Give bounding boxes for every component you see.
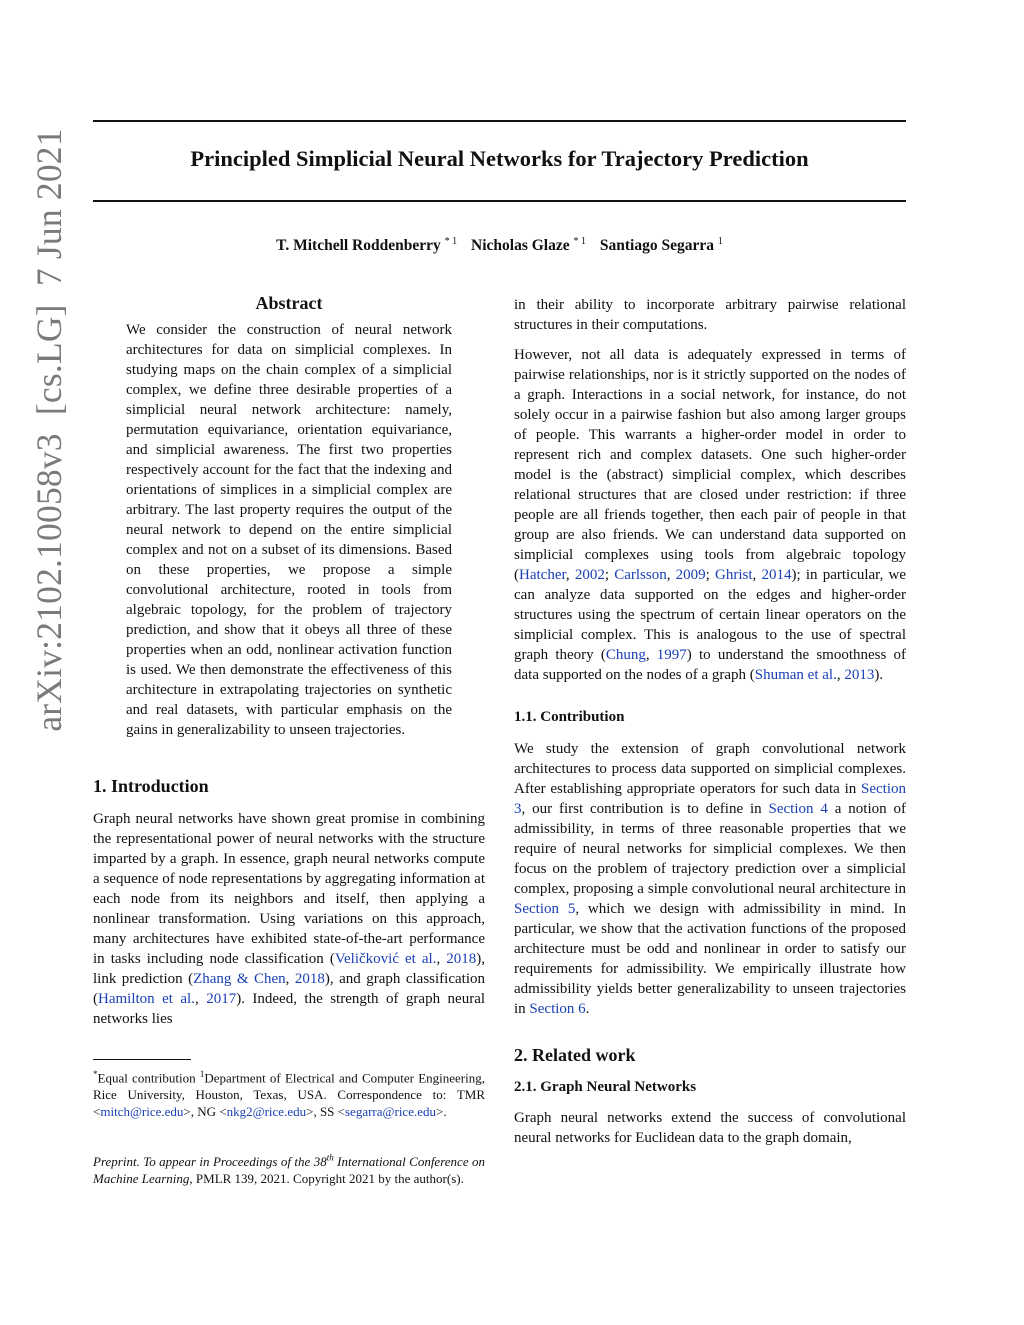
text-run: , our first contribution is to define in bbox=[521, 801, 769, 817]
intro-paragraph-simplicial bbox=[514, 345, 906, 685]
affiliation-mark: 1 bbox=[199, 1069, 205, 1079]
section-heading-introduction: 1. Introduction bbox=[93, 776, 209, 796]
right-column bbox=[514, 295, 906, 1148]
text-run: ), link prediction ( bbox=[93, 951, 486, 987]
title-rule-bottom bbox=[93, 200, 906, 202]
text-run: ). bbox=[874, 667, 884, 683]
text-run: , which we design with admissibility in mind. In particular, we show that the activation functions of the proposed architecture must be odd and nonlinear in order to satisfy our requirements for admissibility. We empirically illustrate how admissibility yields better generalizability to unseen trajectories in bbox=[514, 901, 906, 1017]
citation-link[interactable]: 1997 bbox=[656, 647, 687, 663]
section-link[interactable]: Section 3 bbox=[514, 781, 906, 817]
citation-link[interactable]: Hamilton et al. bbox=[98, 991, 195, 1007]
email-link[interactable]: mitch@rice.edu bbox=[100, 1104, 184, 1120]
author-list bbox=[93, 236, 906, 255]
citation-link[interactable]: Ghrist bbox=[715, 567, 753, 583]
arxiv-identifier-stamp: arXiv:2102.10058v3 [cs.LG] 7 Jun 2021 bbox=[29, 128, 69, 732]
contribution-paragraph bbox=[514, 739, 906, 1019]
citation-link[interactable]: 2018 bbox=[294, 971, 325, 987]
text-run: , bbox=[836, 667, 845, 683]
footnote-affiliations bbox=[93, 1066, 485, 1120]
paper-title: Principled Simplicial Neural Networks for Trajectory Prediction bbox=[190, 146, 809, 171]
citation-link[interactable]: Shuman et al. bbox=[754, 667, 837, 683]
text-run: >, SS < bbox=[306, 1104, 345, 1120]
text-run: >, NG < bbox=[183, 1104, 227, 1120]
author-affil-mark: * 1 bbox=[573, 236, 586, 247]
text-run: , PMLR 139, 2021. Copyright 2021 by the author(s). bbox=[189, 1171, 464, 1187]
text-run: , bbox=[285, 971, 295, 987]
text-run: We study the extension of graph convolutional network architectures to process data supported on simplicial complexes. After establishing appropriate operators for such data in bbox=[514, 741, 906, 797]
intro-continued-paragraph: in their ability to incorporate arbitrary pairwise relational structures in their computations. bbox=[514, 297, 906, 333]
text-run: , bbox=[752, 567, 762, 583]
title-rule-top bbox=[93, 120, 906, 122]
citation-link[interactable]: 2009 bbox=[675, 567, 706, 583]
footnote-rule bbox=[93, 1059, 191, 1060]
author-affil-mark: * 1 bbox=[444, 236, 458, 247]
related-work-paragraph: Graph neural networks extend the success of convolutional neural networks for Euclidean data to the graph domain, bbox=[514, 1110, 906, 1146]
text-run: , bbox=[194, 991, 207, 1007]
citation-link[interactable]: 2002 bbox=[574, 567, 605, 583]
citation-link[interactable]: 2014 bbox=[761, 567, 792, 583]
introduction-paragraph bbox=[93, 809, 485, 1029]
left-column bbox=[93, 292, 485, 1029]
text-run: ; bbox=[705, 567, 716, 583]
text-run: , bbox=[436, 951, 447, 967]
author-affil-mark: 1 bbox=[717, 236, 723, 247]
text-run: , bbox=[565, 567, 575, 583]
superscript: th bbox=[326, 1153, 334, 1163]
section-link[interactable]: Section 6 bbox=[529, 1001, 586, 1017]
citation-link[interactable]: Hatcher bbox=[519, 567, 566, 583]
section-link[interactable]: Section 4 bbox=[768, 801, 828, 817]
author bbox=[600, 237, 723, 254]
email-link[interactable]: nkg2@rice.edu bbox=[226, 1104, 307, 1120]
text-run: Equal contribution bbox=[97, 1070, 200, 1086]
abstract-text: We consider the construction of neural network architectures for data on simplicial complexes. In studying maps on the chain complex of a simplicial complex, we define three desirable properties of a simplicial neural network architecture: namely, permutation equivariance, orientation equivariance, and simplicial awareness. The first two properties respectively account for the fact that the indexing and orientations of simplices in a simplicial complex are arbitrary. The last property requires the output of the neural network to depend on the entire simplicial complex and not on a subset of its dimensions. Based on these properties, we propose a simple convolutional architecture, rooted in tools from algebraic topology, for the problem of trajectory prediction, and show that it obeys all three of these properties when an odd, nonlinear activation function is used. We then demonstrate the effectiveness of this architecture in extrapolating trajectories on synthetic and real datasets, with particular emphasis on the gains in generalizability to unseen trajectories. bbox=[126, 322, 452, 738]
citation-link[interactable]: Carlsson bbox=[614, 567, 667, 583]
text-run: Department of Electrical and Computer Engineering, Rice University, Houston, Texas, USA. Correspondence to: TMR < bbox=[93, 1070, 485, 1120]
text-run: ). Indeed, the strength of graph neural networks lies bbox=[93, 991, 486, 1027]
text-run: International Conference on Machine Learning bbox=[93, 1154, 486, 1187]
section-heading-related-work: 2. Related work bbox=[514, 1045, 636, 1065]
subsection-heading-contribution: 1.1. Contribution bbox=[514, 709, 625, 725]
author-name: Santiago Segarra bbox=[599, 237, 714, 255]
text-run: . bbox=[585, 1001, 590, 1017]
section-link[interactable]: Section 5 bbox=[514, 901, 576, 917]
text-run: ; bbox=[604, 567, 615, 583]
text-run: a notion of admissibility, in terms of three reasonable properties that we require of neural networks for simplicial complexes. We then focus on the problem of trajectory prediction over a simplicial complex, proposing a simple convolutional neural architecture in bbox=[514, 801, 906, 897]
author bbox=[276, 237, 457, 254]
text-run: ); in particular, we can analyze data supported on the edges and higher-order structures using the spectrum of certain linear operators on the simplicial complex. This is analogous to the use of spectral graph theory ( bbox=[514, 567, 907, 663]
citation-link[interactable]: Veličković et al. bbox=[334, 951, 437, 967]
author bbox=[471, 237, 586, 254]
subsection-heading-gnn: 2.1. Graph Neural Networks bbox=[514, 1079, 697, 1095]
footnote-mark: * bbox=[93, 1069, 98, 1079]
author-name: T. Mitchell Roddenberry bbox=[276, 237, 441, 255]
citation-link[interactable]: Zhang & Chen bbox=[193, 971, 286, 987]
text-run: ) to understand the smoothness of data supported on the nodes of a graph ( bbox=[514, 647, 907, 683]
text-run: , bbox=[645, 647, 657, 663]
abstract-heading: Abstract bbox=[255, 293, 323, 313]
text-run: ), and graph classification ( bbox=[93, 971, 485, 1007]
text-run: Preprint. To appear in Proceedings of the 38 bbox=[93, 1154, 327, 1170]
citation-link[interactable]: Chung bbox=[605, 647, 646, 663]
text-run: >. bbox=[435, 1104, 447, 1120]
text-run: Graph neural networks have shown great promise in combining the representational power of neural networks with the structure imparted by a graph. In essence, graph neural networks compute a sequence of node representations by aggregating information at each node from its neighbors and itself, then applying a nonlinear transformation. Using variations on this approach, many architectures have exhibited state-of-the-art performance in tasks including node classification ( bbox=[93, 811, 485, 967]
author-name: Nicholas Glaze bbox=[471, 237, 570, 255]
text-run: , bbox=[666, 567, 676, 583]
email-link[interactable]: segarra@rice.edu bbox=[344, 1104, 436, 1120]
citation-link[interactable]: 2018 bbox=[446, 951, 477, 967]
citation-link[interactable]: 2013 bbox=[844, 667, 875, 683]
text-run: However, not all data is adequately expressed in terms of pairwise relationships, nor is it strictly supported on the nodes of a graph. Interactions in a social network, for instance, do not solely occur in a pairwise fashion but also among larger groups of people. This warrants a higher-order model in order to represent rich and complex datasets. One such higher-order model is the (abstract) simplicial complex, which describes relational structures that are closed under restriction: if three people are all friends together, then each pair of people in that group are also friends. We can understand data supported on simplicial complexes using tools from algebraic topology ( bbox=[514, 347, 906, 583]
preprint-notice bbox=[93, 1150, 485, 1187]
citation-link[interactable]: 2017 bbox=[206, 991, 237, 1007]
